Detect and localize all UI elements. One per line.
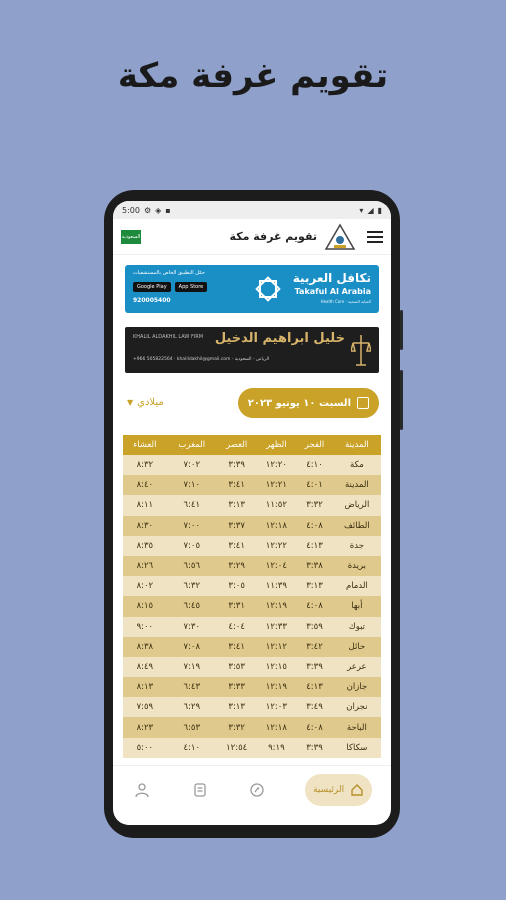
takaful-brand-en: Takaful Al Arabia [294,287,371,296]
calendar-icon [357,397,369,409]
time-cell: ٧:١٠ [183,480,201,491]
table-row [123,637,381,657]
time-cell: ٣:٣٩ [306,742,323,753]
col-header-dhuhr: الظهر [257,435,297,455]
time-cell: ١٢:١٨ [265,520,287,531]
col-header-maghrib: المغرب [167,435,217,455]
app-title: تقويم غرفة مكة [229,230,317,243]
time-cell: ٥:٠٠ [136,742,154,753]
time-cell: ٤:١٠ [306,460,323,471]
time-cell: ٨:٤٠ [136,480,154,491]
time-cell: ٦:٤٥ [183,601,201,612]
time-cell: ٣:٤١ [228,641,245,652]
home-icon [350,783,364,797]
sim-icon: ▪ [165,205,171,215]
flag-text: السعودية [121,233,141,240]
prayer-times-table [123,435,381,758]
time-cell: ٨:٢٣ [136,722,154,733]
city-cell: سكاكا [346,742,368,753]
time-cell: ١٢:١٥ [265,661,287,672]
table-row [123,677,381,697]
bottom-nav [113,765,391,813]
time-cell: ٣:١٣ [228,702,245,713]
city-cell: عرعر [347,661,367,672]
time-cell: ٤:٠٨ [306,601,323,612]
time-cell: ٦:٢٩ [183,702,201,713]
takaful-phone: 920005400 [133,297,171,304]
time-cell: ٣:٤٢ [306,641,323,652]
time-cell: ٣:٤١ [228,540,245,551]
takaful-logo-icon [253,274,283,308]
time-cell: ١٢:١٨ [265,722,287,733]
time-cell: ٨:٣٨ [136,641,154,652]
takaful-ad-line: حمّل التطبيق الخاص بالمستشفيات [133,270,205,276]
time-cell: ٤:٠١ [306,480,323,491]
time-cell: ٣:١٣ [306,581,323,592]
power-button [400,370,403,430]
col-header-city: المدينة [333,435,381,455]
time-cell: ١٢:٠٣ [265,702,287,713]
time-cell: ١٢:٢٢ [265,540,287,551]
time-cell: ٤:٠٨ [306,722,323,733]
city-cell: جدة [349,540,364,551]
app-screen [113,201,391,825]
col-header-fajr: الفجر [296,435,333,455]
table-row [123,657,381,677]
time-cell: ٦:٤١ [183,500,201,511]
google-play-badge[interactable]: Google Play [133,282,171,292]
status-bar [113,201,391,219]
table-row [123,576,381,596]
calendar-type-dropdown[interactable] [127,397,164,408]
status-time: 5:00 [122,205,140,215]
city-cell: تبوك [348,621,366,632]
law-firm-name-ar: خليل ابراهيم الدخيل [214,331,345,346]
table-row [123,536,381,556]
takaful-brand-ar: تكافل العربية [292,271,371,285]
table-row [123,617,381,637]
city-cell: الطائف [344,520,370,531]
volume-button [400,310,403,350]
time-cell: ٣:٠٥ [228,581,245,592]
time-cell: ٧:٠٨ [183,641,201,652]
date-label: السبت ١٠ يونيو ٢٠٢٣ [247,397,351,409]
time-cell: ٣:٤٩ [306,702,323,713]
table-header-row [123,435,381,455]
time-cell: ٦:٥٣ [183,722,201,733]
time-cell: ٧:٣٠ [183,621,201,632]
law-firm-name-en: KHALIL ALDAKHIL LAW FIRM [133,334,204,340]
chevron-down-icon: ▼ [127,398,134,407]
app-bar [113,219,391,255]
home-nav-button[interactable] [305,774,372,806]
time-cell: ٣:٣٢ [306,500,323,511]
time-cell: ٣:٣٧ [228,520,245,531]
calendar-type-label: ميلادي [137,397,164,408]
saudi-flag-icon[interactable] [121,230,141,244]
table-row [123,596,381,616]
time-cell: ٣:٥٣ [228,661,245,672]
time-cell: ٤:١٠ [183,742,201,753]
time-cell: ٧:٠٥ [183,540,201,551]
time-cell: ٩:١٩ [268,742,285,753]
takaful-ad-banner[interactable] [125,265,379,313]
time-cell: ٨:٣٢ [136,460,154,471]
city-cell: جازان [346,682,368,693]
city-cell: الرياض [344,500,370,511]
time-cell: ٣:٣٨ [306,561,323,572]
time-cell: ٦:٣٢ [183,581,201,592]
wifi-icon: ▾ [359,205,364,215]
date-picker-button[interactable] [238,388,379,418]
law-firm-logo-icon [351,333,371,371]
city-cell: بريدة [347,561,367,572]
time-cell: ٦:٤٣ [183,682,201,693]
time-cell: ٣:٣٣ [228,682,245,693]
prayer-times-body [123,455,381,758]
table-row [123,495,381,515]
time-cell: ٤:١٣ [306,682,323,693]
time-cell: ١٢:٢١ [265,480,287,491]
time-cell: ٤:٠٨ [306,520,323,531]
time-cell: ٤:١٣ [306,540,323,551]
time-cell: ١٢:٢٠ [265,460,287,471]
time-cell: ٣:٣١ [228,601,245,612]
table-row [123,516,381,536]
settings-icon: ⚙ [143,205,152,215]
compass-icon[interactable] [247,780,267,800]
time-cell: ١١:٣٩ [265,581,287,592]
time-cell: ٣:٣٩ [306,661,323,672]
document-icon[interactable] [190,780,210,800]
phone-frame [104,190,400,838]
battery-icon: ▮ [377,205,382,215]
time-cell: ٨:٠٢ [136,581,154,592]
time-cell: ٣:٥٩ [306,621,323,632]
time-cell: ١٢:١٩ [265,682,287,693]
time-cell: ٣:١٣ [228,500,245,511]
menu-icon[interactable] [367,231,383,243]
time-cell: ٨:١٥ [136,601,154,612]
time-cell: ١٢:١٢ [265,641,287,652]
time-cell: ٣:٣٢ [228,722,245,733]
signal-icon: ◢ [367,205,374,215]
time-cell: ٧:٠٠ [183,520,201,531]
city-cell: نجران [346,702,368,713]
page-headline: تقويم غرفة مكة [117,56,389,96]
takaful-tagline: Health Care · العناية الصحية [320,299,371,304]
law-firm-contact: +966 505822564 · khalildakhil@gmail.com · الرياض - السعودية [133,357,270,362]
time-cell: ٨:١٣ [136,682,154,693]
table-row [123,697,381,717]
time-cell: ٨:١١ [136,500,154,511]
time-cell: ٣:٢٩ [228,561,245,572]
col-header-asr: العصر [217,435,257,455]
time-cell: ٧:١٩ [183,661,201,672]
time-cell: ١١:٥٢ [265,500,287,511]
time-cell: ٣:٣٩ [228,460,245,471]
table-row [123,455,381,475]
col-header-isha: العشاء [123,435,167,455]
law-firm-ad-banner[interactable] [125,327,379,373]
city-cell: مكة [349,460,364,471]
table-row [123,717,381,737]
time-cell: ١٢:١٩ [265,601,287,612]
city-cell: المدينة [344,480,369,491]
profile-icon[interactable] [132,780,152,800]
time-cell: ٣:٤١ [228,480,245,491]
time-cell: ٤:٠٤ [228,621,245,632]
table-row [123,738,381,758]
city-cell: أبها [351,601,363,612]
time-cell: ٩:٠٠ [136,621,154,632]
city-cell: الباحة [346,722,367,733]
time-cell: ١٢:٥٤ [226,742,248,753]
shield-icon: ◈ [155,205,162,215]
time-cell: ٨:٣٠ [136,520,154,531]
city-cell: الدمام [345,581,368,592]
time-cell: ٧:٠٢ [183,460,201,471]
city-cell: حائل [348,641,366,652]
time-cell: ١٢:٣٣ [265,621,287,632]
time-cell: ٦:٥٦ [183,561,201,572]
time-cell: ٨:٢٦ [136,561,154,572]
time-cell: ٧:٥٩ [136,702,154,713]
time-cell: ١٢:٠٤ [265,561,287,572]
time-cell: ٨:٤٩ [136,661,154,672]
time-cell: ٨:٣٥ [136,540,154,551]
table-row [123,556,381,576]
home-nav-label: الرئيسية [313,784,345,795]
app-store-badge[interactable]: App Store [175,282,208,292]
table-row [123,475,381,495]
chamber-logo-icon [323,222,357,252]
